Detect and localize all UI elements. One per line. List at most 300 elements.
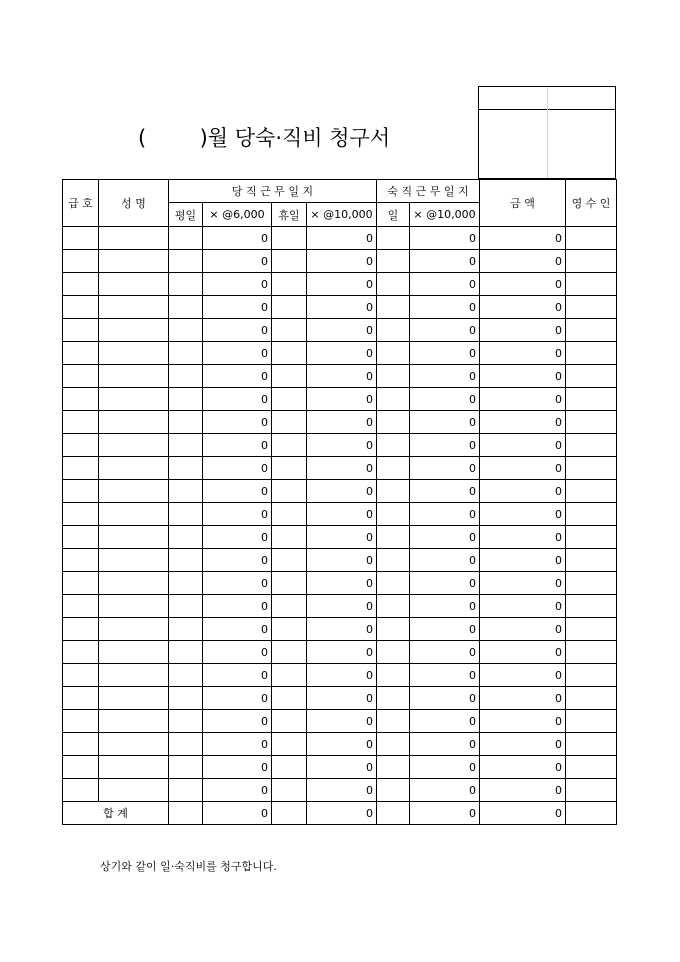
amount-cell: 0 <box>480 342 566 365</box>
receipt-cell[interactable] <box>566 480 617 503</box>
weekday-days-cell[interactable] <box>169 365 203 388</box>
amount-cell: 0 <box>480 457 566 480</box>
grade-cell[interactable] <box>63 227 99 250</box>
night-days-cell[interactable] <box>377 733 410 756</box>
night-pay-cell: 0 <box>410 526 480 549</box>
holiday-days-cell[interactable] <box>272 411 307 434</box>
total-night-pay: 0 <box>410 802 480 825</box>
night-days-cell[interactable] <box>377 273 410 296</box>
holiday-pay-cell: 0 <box>307 664 377 687</box>
night-days-cell[interactable] <box>377 687 410 710</box>
holiday-days-cell[interactable] <box>272 296 307 319</box>
name-cell[interactable] <box>99 411 169 434</box>
holiday-pay-cell: 0 <box>307 572 377 595</box>
header-holiday: 휴일 <box>272 203 307 227</box>
night-days-cell[interactable] <box>377 779 410 802</box>
night-days-cell[interactable] <box>377 227 410 250</box>
table-row <box>63 250 617 273</box>
weekday-pay-cell: 0 <box>203 434 272 457</box>
holiday-days-cell[interactable] <box>272 342 307 365</box>
weekday-days-cell[interactable] <box>169 273 203 296</box>
holiday-pay-cell: 0 <box>307 273 377 296</box>
weekday-days-cell[interactable] <box>169 595 203 618</box>
weekday-pay-cell: 0 <box>203 641 272 664</box>
amount-cell: 0 <box>480 388 566 411</box>
holiday-pay-cell: 0 <box>307 618 377 641</box>
table-row <box>63 457 617 480</box>
name-cell[interactable] <box>99 733 169 756</box>
weekday-pay-cell: 0 <box>203 273 272 296</box>
total-weekday-pay: 0 <box>203 802 272 825</box>
receipt-cell[interactable] <box>566 503 617 526</box>
night-days-cell[interactable] <box>377 480 410 503</box>
table-row <box>63 710 617 733</box>
night-pay-cell: 0 <box>410 756 480 779</box>
weekday-pay-cell: 0 <box>203 756 272 779</box>
holiday-days-cell[interactable] <box>272 572 307 595</box>
holiday-pay-cell: 0 <box>307 549 377 572</box>
receipt-cell[interactable] <box>566 434 617 457</box>
grade-cell[interactable] <box>63 480 99 503</box>
holiday-pay-cell: 0 <box>307 250 377 273</box>
table-row <box>63 503 617 526</box>
night-days-cell[interactable] <box>377 388 410 411</box>
receipt-cell[interactable] <box>566 572 617 595</box>
amount-cell: 0 <box>480 641 566 664</box>
night-days-cell[interactable] <box>377 250 410 273</box>
name-cell[interactable] <box>99 296 169 319</box>
amount-cell: 0 <box>480 480 566 503</box>
grade-cell[interactable] <box>63 457 99 480</box>
table-row <box>63 618 617 641</box>
holiday-days-cell[interactable] <box>272 319 307 342</box>
grade-cell[interactable] <box>63 319 99 342</box>
holiday-pay-cell: 0 <box>307 365 377 388</box>
amount-cell: 0 <box>480 250 566 273</box>
amount-cell: 0 <box>480 503 566 526</box>
night-days-cell[interactable] <box>377 641 410 664</box>
receipt-cell[interactable] <box>566 526 617 549</box>
weekday-days-cell[interactable] <box>169 641 203 664</box>
name-cell[interactable] <box>99 549 169 572</box>
amount-cell: 0 <box>480 227 566 250</box>
night-pay-cell: 0 <box>410 687 480 710</box>
weekday-pay-cell: 0 <box>203 733 272 756</box>
header-day-duty: 당 직 근 무 일 지 <box>169 180 377 203</box>
amount-cell: 0 <box>480 618 566 641</box>
receipt-cell[interactable] <box>566 296 617 319</box>
amount-cell: 0 <box>480 365 566 388</box>
weekday-days-cell[interactable] <box>169 296 203 319</box>
holiday-days-cell[interactable] <box>272 434 307 457</box>
weekday-days-cell[interactable] <box>169 687 203 710</box>
receipt-cell[interactable] <box>566 457 617 480</box>
name-cell[interactable] <box>99 480 169 503</box>
night-days-cell[interactable] <box>377 434 410 457</box>
night-days-cell[interactable] <box>377 365 410 388</box>
amount-cell: 0 <box>480 595 566 618</box>
weekday-pay-cell: 0 <box>203 595 272 618</box>
weekday-days-cell[interactable] <box>169 342 203 365</box>
receipt-cell[interactable] <box>566 227 617 250</box>
table-row <box>63 779 617 802</box>
name-cell[interactable] <box>99 227 169 250</box>
name-cell[interactable] <box>99 434 169 457</box>
grade-cell[interactable] <box>63 641 99 664</box>
table-row <box>63 434 617 457</box>
name-cell[interactable] <box>99 342 169 365</box>
amount-cell: 0 <box>480 779 566 802</box>
night-days-cell[interactable] <box>377 503 410 526</box>
weekday-days-cell[interactable] <box>169 710 203 733</box>
night-pay-cell: 0 <box>410 227 480 250</box>
weekday-pay-cell: 0 <box>203 250 272 273</box>
name-cell[interactable] <box>99 526 169 549</box>
receipt-cell[interactable] <box>566 664 617 687</box>
night-pay-cell: 0 <box>410 618 480 641</box>
table-row <box>63 365 617 388</box>
night-pay-cell: 0 <box>410 296 480 319</box>
approval-divider <box>547 87 548 178</box>
total-weekday-days-cell <box>169 802 203 825</box>
weekday-pay-cell: 0 <box>203 457 272 480</box>
holiday-days-cell[interactable] <box>272 664 307 687</box>
grade-cell[interactable] <box>63 710 99 733</box>
weekday-pay-cell: 0 <box>203 526 272 549</box>
weekday-pay-cell: 0 <box>203 779 272 802</box>
grade-cell[interactable] <box>63 687 99 710</box>
weekday-pay-cell: 0 <box>203 342 272 365</box>
night-pay-cell: 0 <box>410 779 480 802</box>
grade-cell[interactable] <box>63 365 99 388</box>
receipt-cell[interactable] <box>566 710 617 733</box>
grade-cell[interactable] <box>63 549 99 572</box>
name-cell[interactable] <box>99 572 169 595</box>
grade-cell[interactable] <box>63 733 99 756</box>
table-row <box>63 342 617 365</box>
amount-cell: 0 <box>480 273 566 296</box>
holiday-days-cell[interactable] <box>272 526 307 549</box>
header-night-day: 일 <box>377 203 410 227</box>
amount-cell: 0 <box>480 549 566 572</box>
weekday-days-cell[interactable] <box>169 756 203 779</box>
grade-cell[interactable] <box>63 779 99 802</box>
weekday-days-cell[interactable] <box>169 480 203 503</box>
weekday-days-cell[interactable] <box>169 526 203 549</box>
night-pay-cell: 0 <box>410 641 480 664</box>
weekday-pay-cell: 0 <box>203 549 272 572</box>
grade-cell[interactable] <box>63 296 99 319</box>
total-receipt-cell <box>566 802 617 825</box>
holiday-pay-cell: 0 <box>307 595 377 618</box>
table-row <box>63 572 617 595</box>
name-cell[interactable] <box>99 319 169 342</box>
name-cell[interactable] <box>99 595 169 618</box>
receipt-cell[interactable] <box>566 342 617 365</box>
grade-cell[interactable] <box>63 388 99 411</box>
holiday-days-cell[interactable] <box>272 687 307 710</box>
night-pay-cell: 0 <box>410 365 480 388</box>
weekday-pay-cell: 0 <box>203 710 272 733</box>
holiday-pay-cell: 0 <box>307 733 377 756</box>
night-days-cell[interactable] <box>377 296 410 319</box>
receipt-cell[interactable] <box>566 549 617 572</box>
name-cell[interactable] <box>99 273 169 296</box>
night-pay-cell: 0 <box>410 273 480 296</box>
header-name: 성 명 <box>99 180 169 227</box>
receipt-cell[interactable] <box>566 250 617 273</box>
holiday-days-cell[interactable] <box>272 779 307 802</box>
claim-table <box>62 179 617 825</box>
grade-cell[interactable] <box>63 526 99 549</box>
grade-cell[interactable] <box>63 250 99 273</box>
total-night-days-cell <box>377 802 410 825</box>
weekday-pay-cell: 0 <box>203 618 272 641</box>
total-amount: 0 <box>480 802 566 825</box>
weekday-days-cell[interactable] <box>169 250 203 273</box>
total-label: 합 계 <box>63 802 169 825</box>
night-days-cell[interactable] <box>377 342 410 365</box>
night-pay-cell: 0 <box>410 733 480 756</box>
amount-cell: 0 <box>480 411 566 434</box>
table-row <box>63 549 617 572</box>
weekday-days-cell[interactable] <box>169 227 203 250</box>
night-pay-cell: 0 <box>410 411 480 434</box>
weekday-pay-cell: 0 <box>203 227 272 250</box>
holiday-pay-cell: 0 <box>307 503 377 526</box>
table-row <box>63 756 617 779</box>
holiday-pay-cell: 0 <box>307 457 377 480</box>
night-days-cell[interactable] <box>377 595 410 618</box>
header-receipt: 영 수 인 <box>566 180 617 227</box>
holiday-pay-cell: 0 <box>307 434 377 457</box>
night-days-cell[interactable] <box>377 572 410 595</box>
receipt-cell[interactable] <box>566 411 617 434</box>
table-row <box>63 641 617 664</box>
receipt-cell[interactable] <box>566 595 617 618</box>
holiday-days-cell[interactable] <box>272 227 307 250</box>
holiday-days-cell[interactable] <box>272 733 307 756</box>
holiday-days-cell[interactable] <box>272 756 307 779</box>
table-row <box>63 273 617 296</box>
page-title: ( )월 당숙·직비 청구서 <box>138 126 391 150</box>
amount-cell: 0 <box>480 434 566 457</box>
night-days-cell[interactable] <box>377 526 410 549</box>
weekday-days-cell[interactable] <box>169 503 203 526</box>
weekday-days-cell[interactable] <box>169 733 203 756</box>
receipt-cell[interactable] <box>566 319 617 342</box>
approval-box <box>478 86 616 179</box>
holiday-days-cell[interactable] <box>272 365 307 388</box>
name-cell[interactable] <box>99 388 169 411</box>
grade-cell[interactable] <box>63 664 99 687</box>
weekday-pay-cell: 0 <box>203 572 272 595</box>
weekday-pay-cell: 0 <box>203 388 272 411</box>
table-row <box>63 411 617 434</box>
holiday-days-cell[interactable] <box>272 480 307 503</box>
night-pay-cell: 0 <box>410 480 480 503</box>
weekday-pay-cell: 0 <box>203 503 272 526</box>
night-pay-cell: 0 <box>410 342 480 365</box>
night-pay-cell: 0 <box>410 457 480 480</box>
holiday-pay-cell: 0 <box>307 319 377 342</box>
holiday-days-cell[interactable] <box>272 273 307 296</box>
header-amount: 금 액 <box>480 180 566 227</box>
table-row <box>63 664 617 687</box>
receipt-cell[interactable] <box>566 388 617 411</box>
grade-cell[interactable] <box>63 595 99 618</box>
night-pay-cell: 0 <box>410 549 480 572</box>
holiday-pay-cell: 0 <box>307 526 377 549</box>
table-row <box>63 388 617 411</box>
total-row <box>63 802 617 825</box>
holiday-days-cell[interactable] <box>272 641 307 664</box>
holiday-days-cell[interactable] <box>272 388 307 411</box>
grade-cell[interactable] <box>63 411 99 434</box>
weekday-pay-cell: 0 <box>203 365 272 388</box>
night-pay-cell: 0 <box>410 503 480 526</box>
footer-statement: 상기와 같이 일·숙직비를 청구합니다. <box>100 860 277 873</box>
holiday-days-cell[interactable] <box>272 503 307 526</box>
table-row <box>63 733 617 756</box>
weekday-days-cell[interactable] <box>169 779 203 802</box>
name-cell[interactable] <box>99 756 169 779</box>
receipt-cell[interactable] <box>566 641 617 664</box>
name-cell[interactable] <box>99 687 169 710</box>
grade-cell[interactable] <box>63 618 99 641</box>
night-days-cell[interactable] <box>377 549 410 572</box>
night-days-cell[interactable] <box>377 710 410 733</box>
holiday-pay-cell: 0 <box>307 710 377 733</box>
receipt-cell[interactable] <box>566 687 617 710</box>
receipt-cell[interactable] <box>566 779 617 802</box>
night-pay-cell: 0 <box>410 434 480 457</box>
weekday-pay-cell: 0 <box>203 319 272 342</box>
holiday-pay-cell: 0 <box>307 480 377 503</box>
night-days-cell[interactable] <box>377 756 410 779</box>
holiday-pay-cell: 0 <box>307 411 377 434</box>
weekday-days-cell[interactable] <box>169 319 203 342</box>
name-cell[interactable] <box>99 457 169 480</box>
weekday-pay-cell: 0 <box>203 687 272 710</box>
night-days-cell[interactable] <box>377 618 410 641</box>
amount-cell: 0 <box>480 733 566 756</box>
table-row <box>63 296 617 319</box>
holiday-days-cell[interactable] <box>272 710 307 733</box>
total-holiday-pay: 0 <box>307 802 377 825</box>
amount-cell: 0 <box>480 710 566 733</box>
grade-cell[interactable] <box>63 273 99 296</box>
grade-cell[interactable] <box>63 572 99 595</box>
night-days-cell[interactable] <box>377 319 410 342</box>
holiday-days-cell[interactable] <box>272 250 307 273</box>
night-pay-cell: 0 <box>410 664 480 687</box>
header-night-duty: 숙 직 근 무 일 지 <box>377 180 480 203</box>
amount-cell: 0 <box>480 756 566 779</box>
name-cell[interactable] <box>99 664 169 687</box>
holiday-pay-cell: 0 <box>307 388 377 411</box>
grade-cell[interactable] <box>63 756 99 779</box>
weekday-days-cell[interactable] <box>169 549 203 572</box>
holiday-days-cell[interactable] <box>272 549 307 572</box>
name-cell[interactable] <box>99 365 169 388</box>
holiday-pay-cell: 0 <box>307 641 377 664</box>
amount-cell: 0 <box>480 572 566 595</box>
receipt-cell[interactable] <box>566 618 617 641</box>
amount-cell: 0 <box>480 296 566 319</box>
name-cell[interactable] <box>99 250 169 273</box>
weekday-days-cell[interactable] <box>169 572 203 595</box>
night-pay-cell: 0 <box>410 710 480 733</box>
amount-cell: 0 <box>480 687 566 710</box>
holiday-pay-cell: 0 <box>307 296 377 319</box>
night-days-cell[interactable] <box>377 411 410 434</box>
holiday-pay-cell: 0 <box>307 342 377 365</box>
table-row <box>63 595 617 618</box>
header-weekday: 평일 <box>169 203 203 227</box>
grade-cell[interactable] <box>63 434 99 457</box>
header-rate-night: × @10,000 <box>410 203 480 227</box>
weekday-days-cell[interactable] <box>169 664 203 687</box>
receipt-cell[interactable] <box>566 756 617 779</box>
table-row <box>63 687 617 710</box>
weekday-pay-cell: 0 <box>203 664 272 687</box>
name-cell[interactable] <box>99 618 169 641</box>
grade-cell[interactable] <box>63 503 99 526</box>
receipt-cell[interactable] <box>566 273 617 296</box>
table-row <box>63 227 617 250</box>
amount-cell: 0 <box>480 664 566 687</box>
table-row <box>63 319 617 342</box>
amount-cell: 0 <box>480 319 566 342</box>
weekday-days-cell[interactable] <box>169 457 203 480</box>
weekday-days-cell[interactable] <box>169 618 203 641</box>
holiday-days-cell[interactable] <box>272 457 307 480</box>
amount-cell: 0 <box>480 526 566 549</box>
weekday-pay-cell: 0 <box>203 296 272 319</box>
night-pay-cell: 0 <box>410 250 480 273</box>
header-grade: 급 호 <box>63 180 99 227</box>
night-pay-cell: 0 <box>410 595 480 618</box>
holiday-pay-cell: 0 <box>307 227 377 250</box>
weekday-pay-cell: 0 <box>203 411 272 434</box>
holiday-pay-cell: 0 <box>307 756 377 779</box>
name-cell[interactable] <box>99 779 169 802</box>
total-holiday-days-cell <box>272 802 307 825</box>
weekday-days-cell[interactable] <box>169 434 203 457</box>
weekday-days-cell[interactable] <box>169 411 203 434</box>
night-pay-cell: 0 <box>410 388 480 411</box>
header-rate-weekday: × @6,000 <box>203 203 272 227</box>
holiday-pay-cell: 0 <box>307 779 377 802</box>
night-pay-cell: 0 <box>410 572 480 595</box>
holiday-days-cell[interactable] <box>272 618 307 641</box>
name-cell[interactable] <box>99 503 169 526</box>
weekday-pay-cell: 0 <box>203 480 272 503</box>
name-cell[interactable] <box>99 641 169 664</box>
holiday-days-cell[interactable] <box>272 595 307 618</box>
name-cell[interactable] <box>99 710 169 733</box>
night-days-cell[interactable] <box>377 664 410 687</box>
weekday-days-cell[interactable] <box>169 388 203 411</box>
night-days-cell[interactable] <box>377 457 410 480</box>
night-pay-cell: 0 <box>410 319 480 342</box>
table-row <box>63 526 617 549</box>
grade-cell[interactable] <box>63 342 99 365</box>
receipt-cell[interactable] <box>566 365 617 388</box>
holiday-pay-cell: 0 <box>307 687 377 710</box>
receipt-cell[interactable] <box>566 733 617 756</box>
